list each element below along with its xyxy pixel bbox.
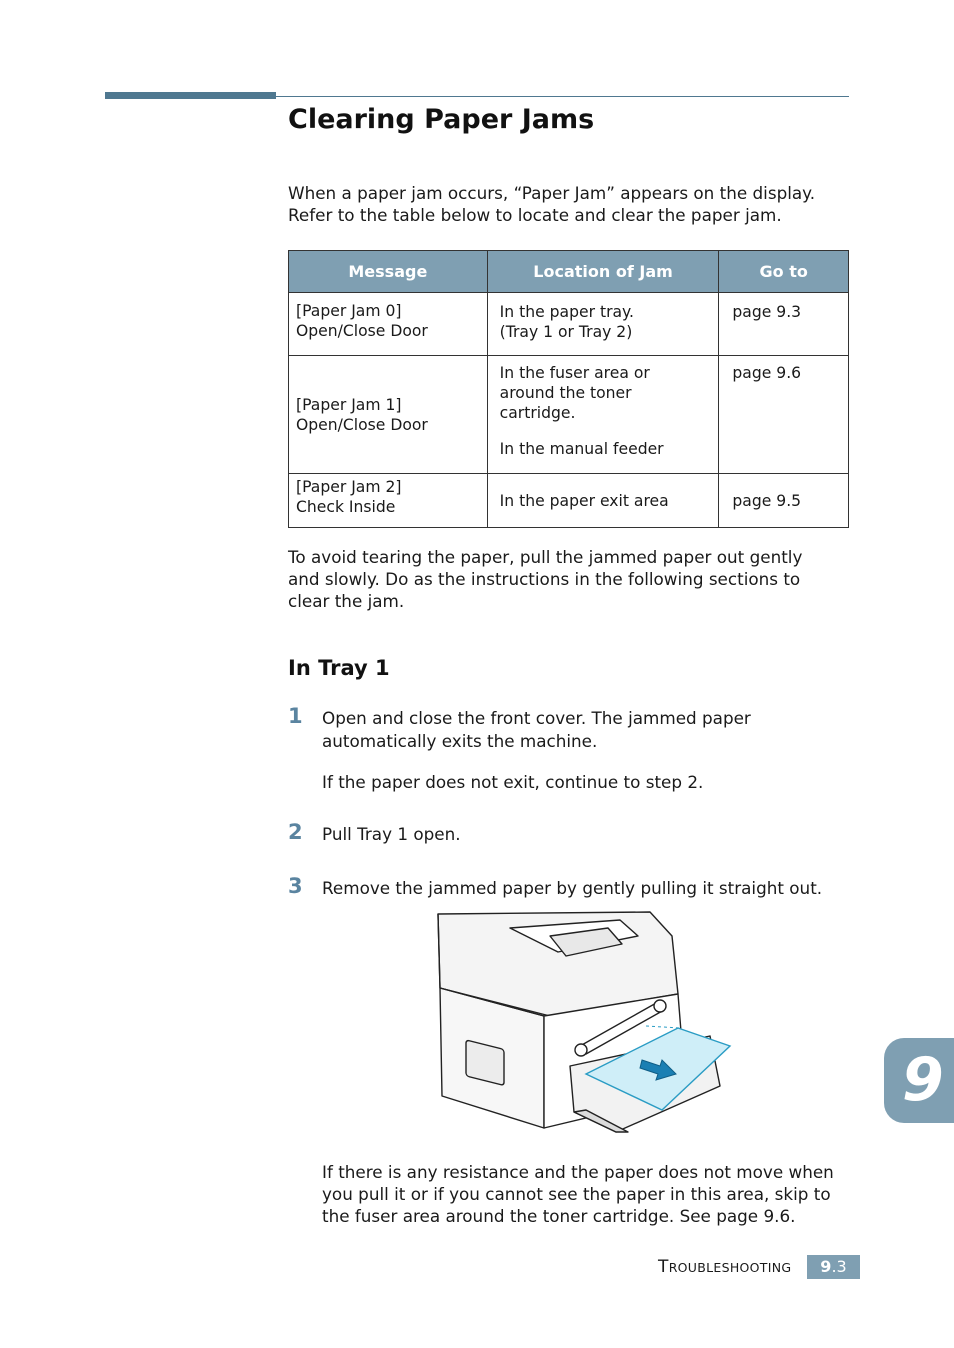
header-message: Message [289,251,488,293]
table-header-row [289,251,849,293]
cell-location: In the paper exit area [487,474,719,528]
header-rule-thin [276,96,849,97]
step-number: 3 [288,874,303,898]
paper-jam-table [288,250,849,528]
page-title: Clearing Paper Jams [288,104,595,135]
caution-paragraph: To avoid tearing the paper, pull the jammed paper out gently and slowly. Do as the instructions in the following sections to clear the jam. [288,547,803,611]
cell-message: [Paper Jam 1] Open/Close Door [289,356,488,474]
cell-message: [Paper Jam 0] Open/Close Door [289,293,488,356]
printer-paper-jam-illustration [410,906,750,1142]
step-number: 2 [288,820,303,844]
step-text: Pull Tray 1 open. [322,824,461,844]
intro-line: When a paper jam occurs, “Paper Jam” appears on the display. [288,183,816,203]
header-goto: Go to [719,251,849,293]
step-number: 1 [288,704,303,728]
cell-goto: page 9.5 [719,474,849,528]
chapter-number: 9 [902,1045,944,1115]
footer-section-label: TROUBLESHOOTING [658,1257,792,1277]
final-note: If there is any resistance and the paper does not move when you pull it or if you cannot see the paper in this area, skip to the fuser area around the toner cartridge. See page 9.6. [322,1162,834,1226]
step-text: Open and close the front cover. The jammed paper automatically exits the machine. If the paper does not exit, continue to step 2. [322,707,862,794]
intro-paragraph [288,182,853,226]
cell-goto: page 9.6 [719,356,849,474]
table-row [289,356,849,474]
chapter-tab [884,1038,954,1123]
table-row [289,474,849,528]
cell-location: In the paper tray. (Tray 1 or Tray 2) [487,293,719,356]
table-row [289,293,849,356]
page-number: 9.3 [807,1255,860,1279]
intro-line: Refer to the table below to locate and clear the paper jam. [288,205,782,225]
cell-message: [Paper Jam 2] Check Inside [289,474,488,528]
cell-location: In the fuser area or around the toner cartridge. In the manual feeder [487,356,719,474]
cell-goto: page 9.3 [719,293,849,356]
step-text: Remove the jammed paper by gently pulling it straight out. [322,878,823,898]
header-location: Location of Jam [487,251,719,293]
section-heading: In Tray 1 [288,656,390,680]
header-rule-thick [105,92,276,99]
step-note: If the paper does not exit, continue to step 2. [322,772,704,792]
